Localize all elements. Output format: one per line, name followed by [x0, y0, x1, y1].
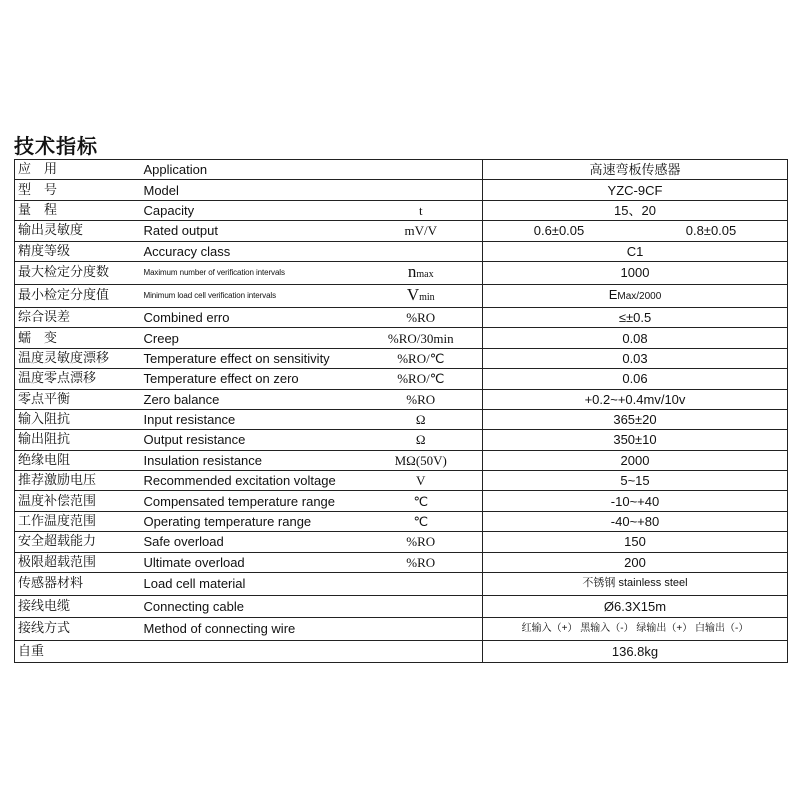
row-value: -40~+80: [483, 511, 788, 531]
row-value: 2000: [483, 450, 788, 470]
table-row: [15, 200, 788, 220]
row-value: 5~15: [483, 471, 788, 491]
row-en-label: Insulation resistance: [142, 450, 360, 470]
row-value: 350±10: [483, 430, 788, 450]
row-value: +0.2~+0.4mv/10v: [483, 389, 788, 409]
table-row: [15, 573, 788, 596]
row-zh-label: 精度等级: [15, 241, 142, 261]
table-row: [15, 369, 788, 389]
row-unit: [360, 241, 483, 261]
row-en-label: Ultimate overload: [142, 552, 360, 572]
row-unit: Ω: [360, 409, 483, 429]
unit-main: n: [407, 261, 417, 281]
row-unit: MΩ(50V): [360, 450, 483, 470]
row-value: [483, 284, 788, 307]
row-unit: [360, 160, 483, 180]
table-row: [15, 409, 788, 429]
row-en-label: [142, 640, 360, 663]
row-en-label: Compensated temperature range: [142, 491, 360, 511]
table-row: [15, 160, 788, 180]
row-zh-label: 最小检定分度值: [15, 284, 142, 307]
row-value-right: 0.8±0.05: [685, 223, 737, 239]
row-en-label: Zero balance: [142, 389, 360, 409]
row-unit: %RO/℃: [360, 348, 483, 368]
row-zh-label: 零点平衡: [15, 389, 142, 409]
row-en-label: Safe overload: [142, 532, 360, 552]
table-row: [15, 348, 788, 368]
row-unit: [360, 261, 483, 284]
table-row: [15, 618, 788, 641]
row-zh-label: 输出灵敏度: [15, 221, 142, 241]
row-unit: [360, 640, 483, 663]
row-value: Ø6.3X15m: [483, 595, 788, 618]
row-zh-label: 绝缘电阻: [15, 450, 142, 470]
row-unit: mV/V: [360, 221, 483, 241]
row-zh-label: 接线方式: [15, 618, 142, 641]
table-row: [15, 389, 788, 409]
table-row: [15, 595, 788, 618]
unit-sub: max: [416, 268, 434, 280]
row-en-label: Maximum number of verification intervals: [142, 261, 360, 284]
row-en-label: Capacity: [142, 200, 360, 220]
row-en-label: Input resistance: [142, 409, 360, 429]
row-zh-label: 应 用: [15, 160, 142, 180]
row-unit: %RO: [360, 532, 483, 552]
row-unit: [360, 595, 483, 618]
row-unit: [360, 180, 483, 200]
row-value: [483, 221, 788, 241]
row-en-label: Connecting cable: [142, 595, 360, 618]
row-value: 0.03: [483, 348, 788, 368]
row-en-label: Load cell material: [142, 573, 360, 596]
row-unit: ℃: [360, 511, 483, 531]
row-en-label: Recommended excitation voltage: [142, 471, 360, 491]
row-zh-label: 安全超载能力: [15, 532, 142, 552]
row-unit: %RO: [360, 307, 483, 327]
row-value: 0.08: [483, 328, 788, 348]
row-value-left: 0.6±0.05: [533, 223, 585, 239]
row-unit: [360, 284, 483, 307]
row-zh-label: 输出阻抗: [15, 430, 142, 450]
row-en-label: Creep: [142, 328, 360, 348]
row-en-label: Output resistance: [142, 430, 360, 450]
row-en-label: Rated output: [142, 221, 360, 241]
table-row: [15, 261, 788, 284]
row-value: 365±20: [483, 409, 788, 429]
page-title: 技术指标: [14, 134, 98, 158]
row-unit: %RO/30min: [360, 328, 483, 348]
row-en-label: Application: [142, 160, 360, 180]
row-zh-label: 温度灵敏度漂移: [15, 348, 142, 368]
row-en-label: Method of connecting wire: [142, 618, 360, 641]
row-en-label: Operating temperature range: [142, 511, 360, 531]
row-unit: V: [360, 471, 483, 491]
table-row: [15, 552, 788, 572]
table-row: [15, 180, 788, 200]
row-value: 高速弯板传感器: [483, 160, 788, 180]
row-value: YZC-9CF: [483, 180, 788, 200]
row-value: -10~+40: [483, 491, 788, 511]
row-value: 不锈钢 stainless steel: [483, 573, 788, 596]
row-unit: [360, 618, 483, 641]
row-unit: Ω: [360, 430, 483, 450]
table-row: [15, 511, 788, 531]
row-value: 200: [483, 552, 788, 572]
value-main: E: [608, 287, 618, 303]
row-unit: %RO/℃: [360, 369, 483, 389]
table-row: [15, 430, 788, 450]
row-zh-label: 量 程: [15, 200, 142, 220]
row-value: 136.8kg: [483, 640, 788, 663]
row-value: ≤±0.5: [483, 307, 788, 327]
row-zh-label: 工作温度范围: [15, 511, 142, 531]
unit-sub: min: [419, 291, 435, 303]
row-zh-label: 输入阻抗: [15, 409, 142, 429]
unit-main: V: [406, 284, 420, 304]
row-unit: ℃: [360, 491, 483, 511]
row-unit: t: [360, 200, 483, 220]
row-zh-label: 极限超载范围: [15, 552, 142, 572]
table-row: [15, 450, 788, 470]
table-row: [15, 532, 788, 552]
row-en-label: Temperature effect on zero: [142, 369, 360, 389]
table-row: [15, 471, 788, 491]
row-zh-label: 蠕 变: [15, 328, 142, 348]
row-value: 红输入（+） 黑输入（-） 绿输出（+） 白输出（-）: [483, 618, 788, 641]
row-en-label: Combined erro: [142, 307, 360, 327]
row-en-label: Model: [142, 180, 360, 200]
row-zh-label: 接线电缆: [15, 595, 142, 618]
table-row: [15, 221, 788, 241]
row-en-label: Accuracy class: [142, 241, 360, 261]
table-row: [15, 640, 788, 663]
row-value: 15、20: [483, 200, 788, 220]
row-zh-label: 推荐激励电压: [15, 471, 142, 491]
row-value: C1: [483, 241, 788, 261]
row-zh-label: 综合误差: [15, 307, 142, 327]
row-unit: [360, 573, 483, 596]
row-zh-label: 传感器材料: [15, 573, 142, 596]
row-zh-label: 温度零点漂移: [15, 369, 142, 389]
spec-table-body: [15, 160, 788, 663]
table-row: [15, 328, 788, 348]
row-en-label: Temperature effect on sensitivity: [142, 348, 360, 368]
row-value: 150: [483, 532, 788, 552]
table-row: [15, 241, 788, 261]
table-row: [15, 284, 788, 307]
row-value: 1000: [483, 261, 788, 284]
spec-table: [14, 159, 788, 663]
row-zh-label: 温度补偿范围: [15, 491, 142, 511]
row-zh-label: 自重: [15, 640, 142, 663]
row-unit: %RO: [360, 389, 483, 409]
table-row: [15, 307, 788, 327]
row-zh-label: 型 号: [15, 180, 142, 200]
row-en-label: Minimum load cell verification intervals: [142, 284, 360, 307]
value-sub: Max/2000: [617, 291, 662, 303]
table-row: [15, 491, 788, 511]
row-zh-label: 最大检定分度数: [15, 261, 142, 284]
row-unit: %RO: [360, 552, 483, 572]
row-value: 0.06: [483, 369, 788, 389]
